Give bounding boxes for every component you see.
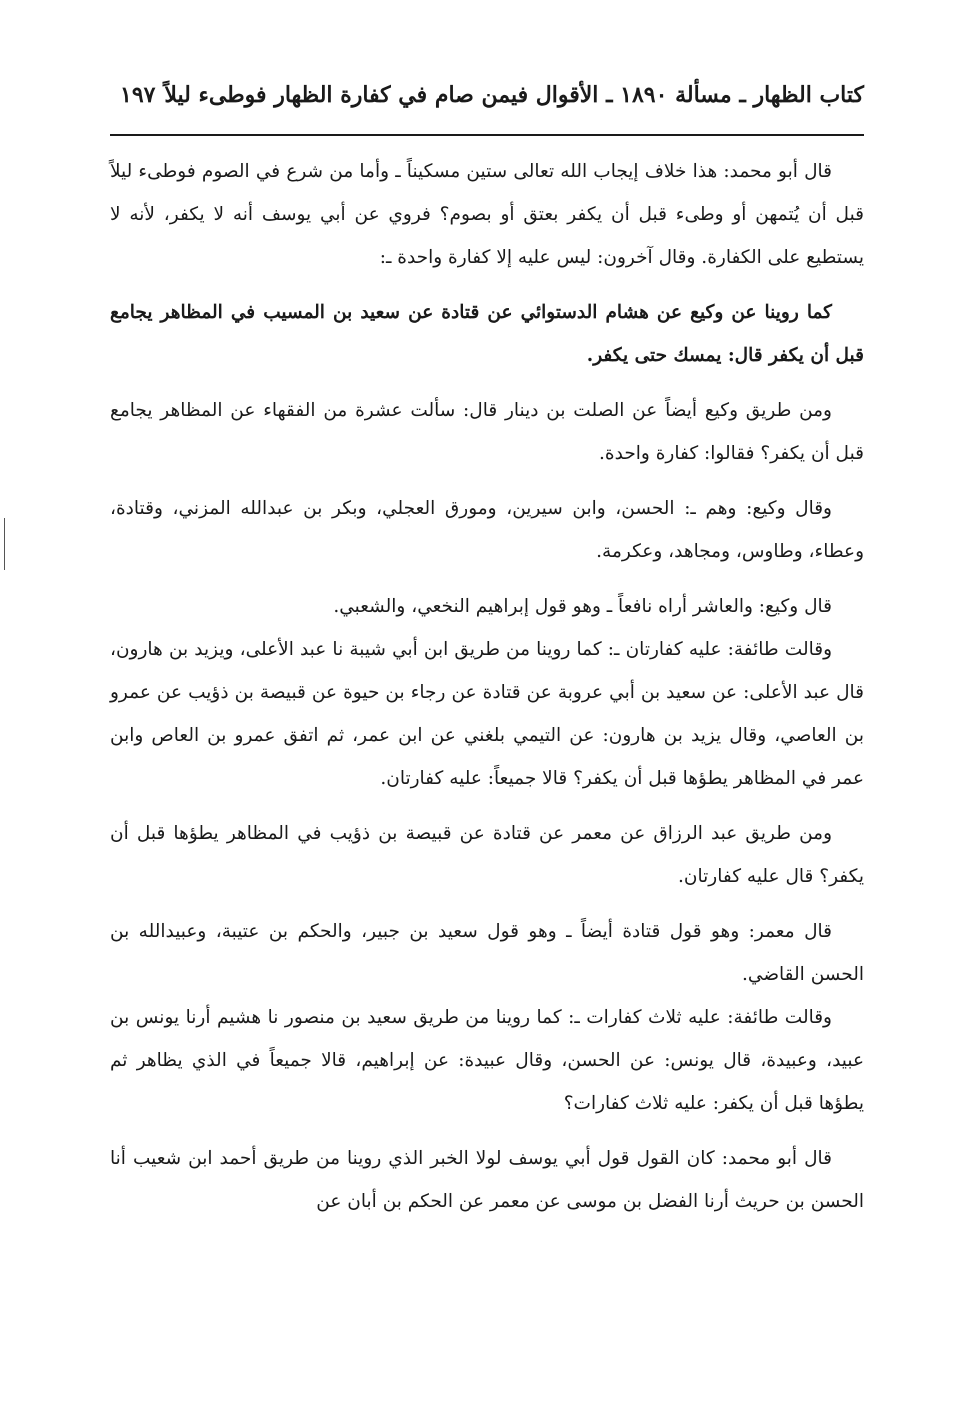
paragraph: وقالت طائفة: عليه كفارتان ـ: كما روينا من طريق ابن أبي شيبة نا عبد الأعلى، ويزيد بن هارون، قال عبد الأعلى: عن سعيد بن أبي عروبة عن قتادة عن رجاء بن حيوة عن قبيصة بن ذؤيب عن عمرو بن العاصي، وقال يزيد بن هارون: عن التيمي بلغني عن ابن عمر، ثم اتفق عمرو بن العاص وابن عمر في المظاهر يطؤها قبل أن يكفر؟ قالا جميعاً: عليه كفارتان.	[110, 639, 864, 789]
paragraph: قال معمر: وهو قول قتادة أيضاً ـ وهو قول سعيد بن جبير، والحكم بن عتيبة، وعبيدالله بن الحسن القاضي.	[110, 921, 864, 985]
margin-mark	[4, 518, 5, 570]
paragraph: ومن طريق عبد الرزاق عن معمر عن قتادة عن قبيصة بن ذؤيب في المظاهر يطؤها قبل أن يكفر؟ قال عليه كفارتان.	[110, 823, 864, 887]
body-text	[110, 150, 864, 1235]
paragraph: قال وكيع: والعاشر أراه نافعاً ـ وهو قول إبراهيم النخعي، والشعبي.	[333, 596, 832, 617]
running-header	[110, 80, 864, 120]
page-number: ١٩٧	[120, 82, 156, 108]
paragraph: وقالت طائفة: عليه ثلاث كفارات ـ: كما روينا من طريق سعيد بن منصور نا هشيم أرنا يونس بن عبيد، وعبيدة، قال يونس: عن الحسن، وقال عبيدة: عن إبراهيم، قالا جميعاً في الذي يظاهر ثم يطؤها قبل أن يكفر: عليه ثلاث كفارات؟	[110, 1007, 864, 1114]
header-title: كتاب الظهار ـ مسألة ١٨٩٠ ـ الأقوال فيمن صام في كفارة الظهار فوطىء ليلاً	[164, 82, 864, 108]
paragraph: كما روينا عن وكيع عن هشام الدستوائي عن قتادة عن سعيد بن المسيب في المظاهر يجامع قبل أن يكفر قال: يمسك حتى يكفر.	[110, 302, 864, 366]
header-rule	[110, 134, 864, 136]
paragraph: قال أبو محمد: هذا خلاف إيجاب الله تعالى ستين مسكيناً ـ وأما من شرع في الصوم فوطىء ليلاً قبل أن يُتمهن أو وطىء قبل أن يكفر بعتق أو بصوم؟ فروي عن أبي يوسف أنه لا يكفر، لأنه لا يستطيع على الكفارة. وقال آخرون: ليس عليه إلا كفارة واحدة ـ:	[110, 161, 864, 268]
paragraph: وقال وكيع: وهم ـ: الحسن، وابن سيرين، ومورق العجلي، وبكر بن عبدالله المزني، وقتادة، وعطاء، وطاوس، ومجاهد، وعكرمة.	[110, 498, 864, 562]
paragraph: ومن طريق وكيع أيضاً عن الصلت بن دينار قال: سألت عشرة من الفقهاء عن المظاهر يجامع قبل أن يكفر؟ فقالوا: كفارة واحدة.	[110, 400, 864, 464]
paragraph: قال أبو محمد: كان القول قول أبي يوسف لولا الخبر الذي روينا من طريق أحمد ابن شعيب أنا الحسن بن حريث أرنا الفضل بن موسى عن معمر عن الحكم بن أبان عن	[110, 1148, 864, 1212]
